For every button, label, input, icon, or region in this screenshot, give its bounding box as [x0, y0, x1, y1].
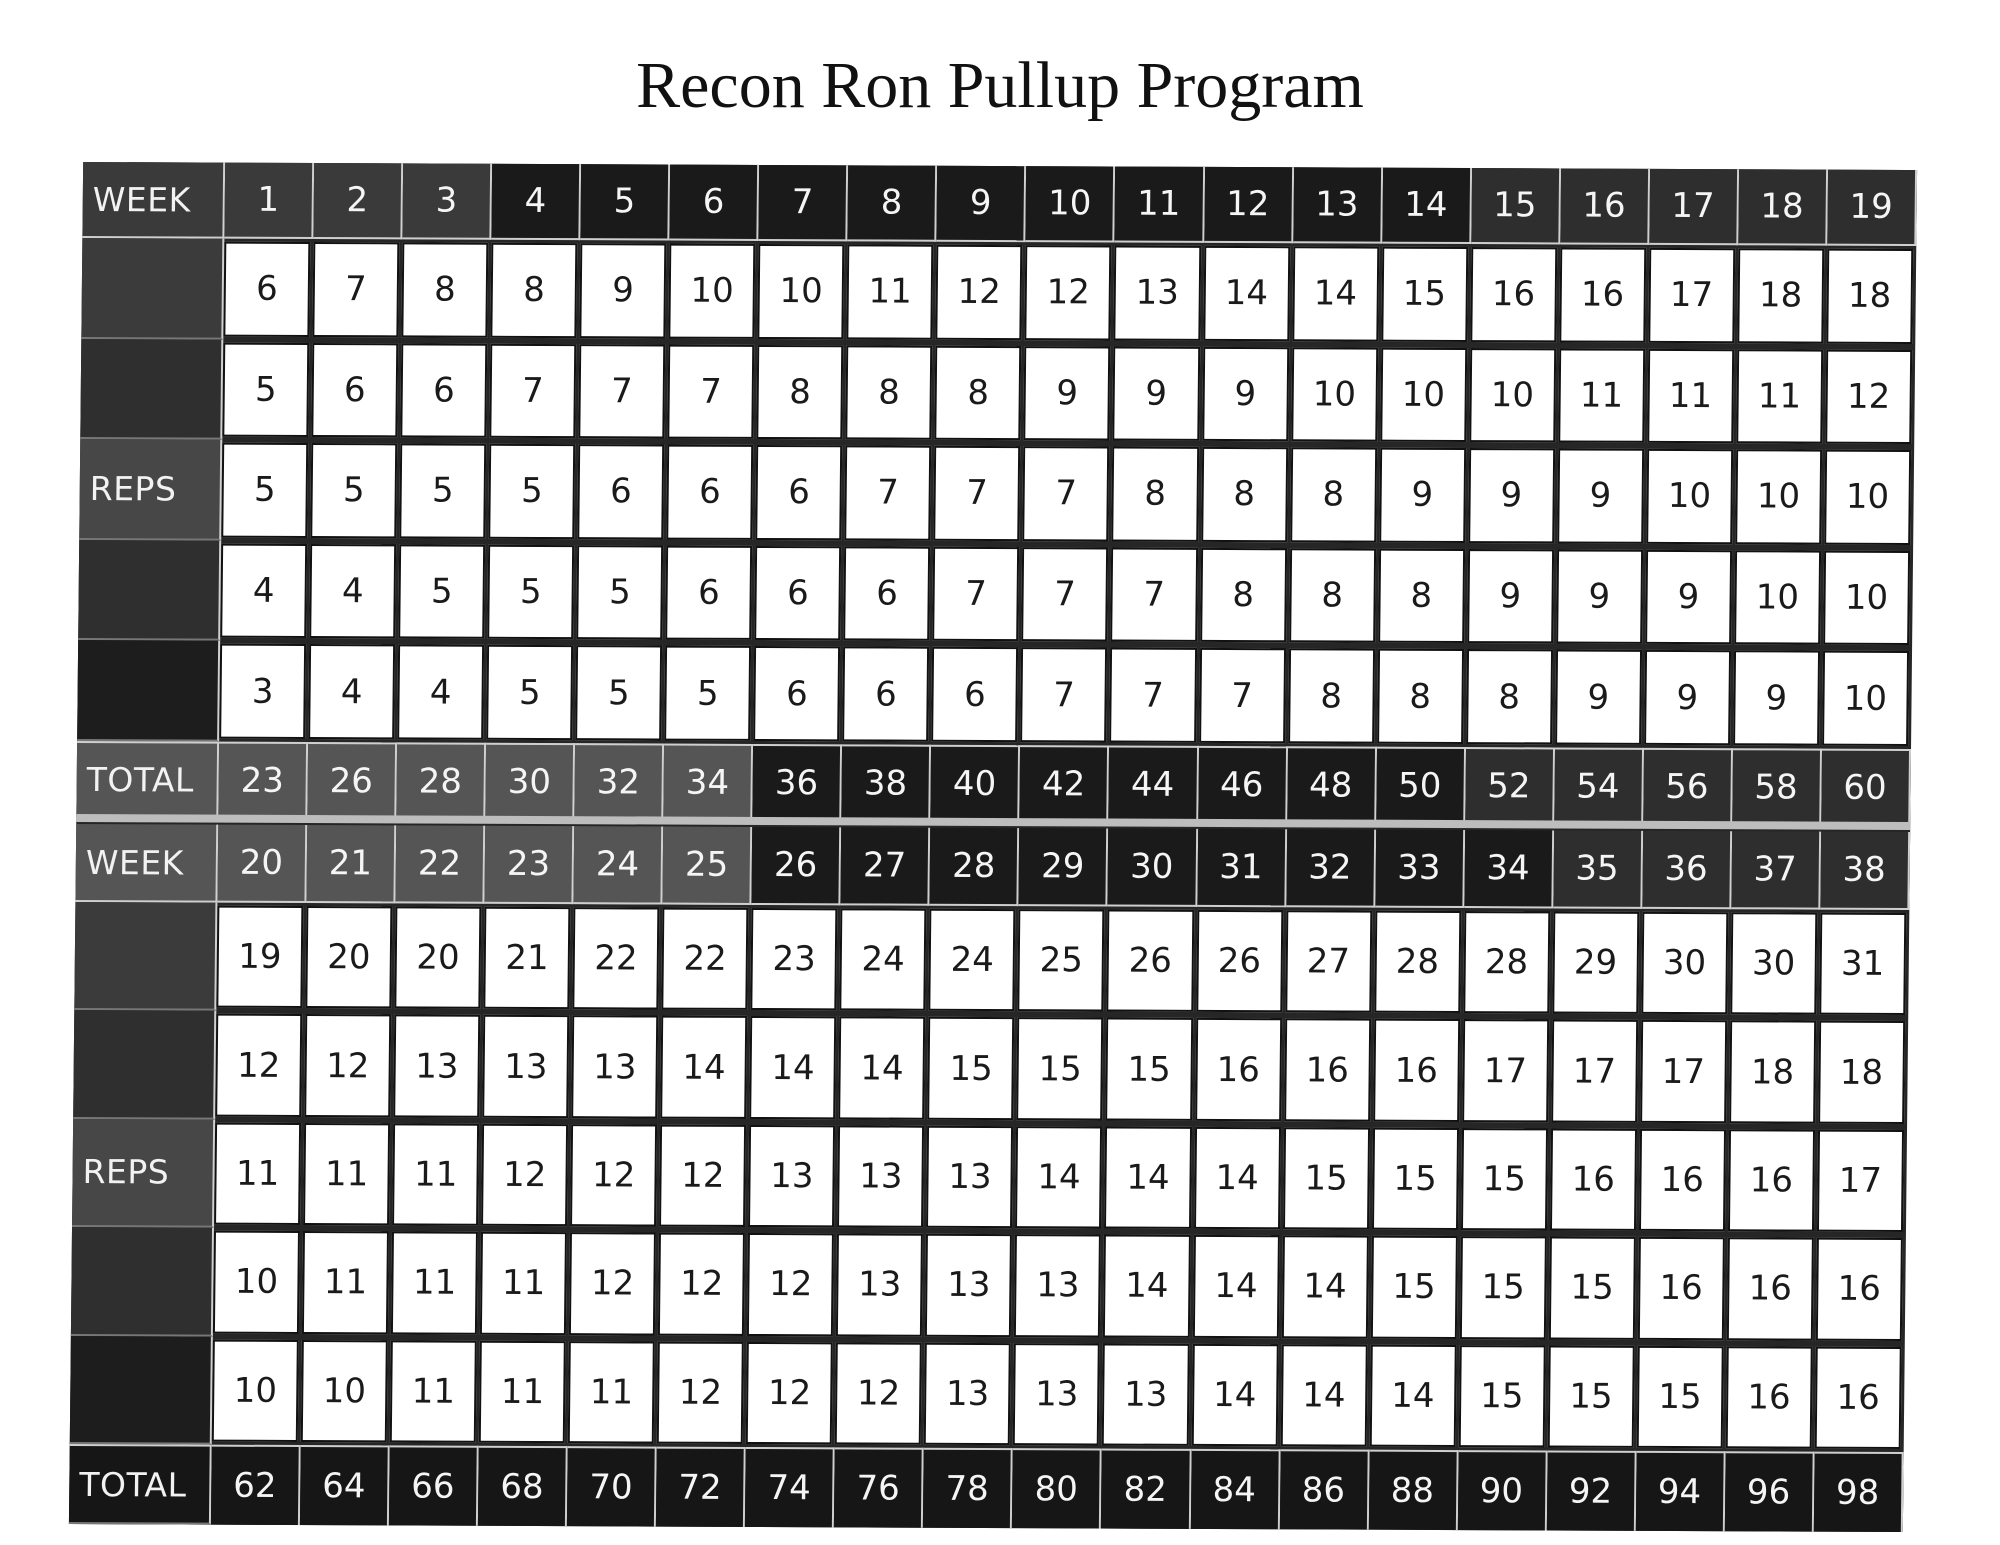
reps-cell: 8	[1288, 649, 1375, 744]
total-row	[76, 741, 1911, 825]
reps-cell: 10	[1469, 348, 1556, 443]
reps-cell: 10	[758, 244, 845, 339]
reps-cell: 5	[487, 545, 574, 640]
reps-cell: 15	[1458, 1345, 1545, 1448]
reps-cell: 11	[568, 1341, 655, 1444]
reps-cell: 9	[1024, 346, 1111, 441]
reps-cell: 16	[1195, 1018, 1282, 1121]
reps-cell: 13	[925, 1234, 1012, 1337]
total-label: TOTAL	[69, 1444, 212, 1525]
reps-cell: 5	[222, 342, 309, 437]
reps-cell: 9	[1733, 651, 1820, 746]
week-number-cell: 1	[224, 163, 314, 239]
total-row	[69, 1444, 1904, 1532]
total-cell: 23	[218, 742, 308, 818]
block-weeks-20-38	[69, 824, 1910, 1532]
reps-cell: 16	[1639, 1129, 1726, 1232]
reps-label-spacer	[80, 339, 223, 440]
reps-cell: 13	[1013, 1343, 1100, 1446]
reps-cell: 11	[1736, 349, 1823, 444]
total-cell: 78	[923, 1448, 1013, 1528]
reps-cell: 8	[1378, 548, 1465, 643]
week-number-cell: 4	[492, 164, 582, 240]
reps-cell: 13	[1114, 245, 1201, 340]
reps-cell: 30	[1641, 912, 1728, 1015]
reps-cell: 14	[1103, 1235, 1190, 1338]
reps-cell: 5	[575, 646, 662, 741]
reps-cell: 27	[1285, 910, 1372, 1013]
total-cell: 36	[753, 744, 843, 820]
reps-cell: 14	[1280, 1344, 1367, 1447]
reps-cell: 17	[1551, 1020, 1638, 1123]
reps-cell: 6	[753, 646, 840, 741]
reps-cell: 14	[1292, 246, 1379, 341]
reps-cell: 12	[481, 1124, 568, 1227]
reps-cell: 11	[847, 244, 934, 339]
reps-cell: 15	[1283, 1127, 1370, 1230]
reps-cell: 16	[1816, 1238, 1903, 1341]
total-cell: 90	[1457, 1450, 1547, 1530]
reps-cell: 10	[1291, 347, 1378, 442]
total-cell: 62	[211, 1445, 301, 1525]
reps-cell: 14	[1192, 1235, 1279, 1338]
week-number-cell: 19	[1827, 170, 1917, 246]
reps-cell: 7	[578, 344, 665, 439]
reps-cell: 9	[1113, 346, 1200, 441]
set-row-4	[71, 1227, 1906, 1343]
reps-cell: 15	[1372, 1127, 1459, 1230]
reps-cell: 15	[1547, 1345, 1634, 1448]
reps-cell: 15	[1461, 1128, 1548, 1231]
set-row-5	[70, 1336, 1905, 1452]
reps-cell: 11	[392, 1123, 479, 1226]
reps-cell: 10	[1823, 550, 1910, 645]
reps-cell: 16	[1728, 1129, 1815, 1232]
reps-cell: 30	[1730, 912, 1817, 1015]
reps-cell: 18	[1737, 248, 1824, 343]
week-number-cell: 20	[217, 825, 307, 903]
reps-cell: 11	[303, 1123, 390, 1226]
reps-cell: 8	[757, 345, 844, 440]
total-cell: 98	[1814, 1452, 1904, 1532]
week-number-cell: 7	[759, 165, 849, 241]
total-cell: 72	[656, 1447, 746, 1527]
week-number-cell: 13	[1293, 167, 1383, 243]
reps-cell: 20	[394, 906, 481, 1009]
week-number-cell: 17	[1649, 169, 1739, 245]
reps-cell: 12	[835, 1342, 922, 1445]
week-number-cell: 38	[1820, 832, 1910, 910]
reps-cell: 26	[1107, 910, 1194, 1013]
set-row-1	[81, 238, 1916, 347]
reps-cell: 17	[1817, 1129, 1904, 1232]
reps-cell: 23	[751, 908, 838, 1011]
week-number-cell: 10	[1026, 166, 1116, 242]
reps-cell: 3	[219, 644, 306, 739]
total-cell: 32	[574, 743, 664, 819]
total-cell: 56	[1643, 748, 1733, 824]
reps-cell: 15	[1381, 247, 1468, 342]
week-number-cell: 31	[1197, 829, 1287, 907]
reps-label-spacer	[81, 238, 224, 339]
reps-cell: 12	[657, 1341, 744, 1444]
week-header-row	[82, 162, 1917, 246]
total-cell: 46	[1198, 746, 1288, 822]
reps-cell: 7	[1022, 547, 1109, 642]
reps-cell: 14	[1369, 1344, 1456, 1447]
reps-cell: 14	[749, 1016, 836, 1119]
week-number-cell: 36	[1642, 831, 1732, 909]
reps-label-spacer	[71, 1227, 214, 1336]
week-number-cell: 3	[402, 163, 492, 239]
total-cell: 92	[1547, 1450, 1637, 1530]
reps-cell: 13	[393, 1015, 480, 1118]
total-cell: 44	[1109, 746, 1199, 822]
reps-cell: 11	[479, 1340, 566, 1443]
total-cell: 76	[834, 1447, 924, 1527]
reps-cell: 8	[1377, 649, 1464, 744]
page-title: Recon Ron Pullup Program	[636, 49, 1364, 122]
total-cell: 70	[567, 1446, 657, 1526]
reps-cell: 25	[1018, 909, 1105, 1012]
reps-cell: 12	[304, 1014, 391, 1117]
reps-cell: 26	[1196, 910, 1283, 1013]
reps-cell: 21	[483, 907, 570, 1010]
reps-cell: 17	[1648, 248, 1735, 343]
reps-cell: 6	[665, 545, 752, 640]
reps-cell: 15	[928, 1017, 1015, 1120]
reps-cell: 13	[926, 1126, 1013, 1229]
reps-cell: 13	[571, 1016, 658, 1119]
reps-cell: 8	[490, 243, 577, 338]
reps-cell: 11	[1647, 348, 1734, 443]
reps-cell: 18	[1729, 1021, 1816, 1124]
total-cell: 48	[1287, 746, 1377, 822]
reps-cell: 15	[1017, 1018, 1104, 1121]
reps-cell: 6	[754, 546, 841, 641]
total-label: TOTAL	[76, 741, 219, 818]
reps-cell: 12	[658, 1233, 745, 1336]
total-cell: 64	[300, 1445, 390, 1525]
reps-cell: 14	[1104, 1126, 1191, 1229]
reps-cell: 14	[1015, 1126, 1102, 1229]
set-row-3	[72, 1119, 1907, 1235]
reps-cell: 14	[1194, 1127, 1281, 1230]
reps-label-spacer	[73, 1010, 216, 1119]
reps-cell: 14	[660, 1016, 747, 1119]
week-number-cell: 24	[574, 826, 664, 904]
reps-cell: 16	[1638, 1237, 1725, 1340]
reps-cell: 10	[1735, 449, 1822, 544]
total-cell: 52	[1465, 747, 1555, 823]
reps-cell: 18	[1826, 249, 1913, 344]
total-cell: 86	[1279, 1449, 1369, 1529]
week-number-cell: 37	[1731, 831, 1821, 909]
week-number-cell: 11	[1115, 166, 1205, 242]
reps-cell: 13	[482, 1015, 569, 1118]
reps-cell: 6	[577, 444, 664, 539]
reps-label: REPS	[72, 1119, 215, 1228]
total-cell: 80	[1012, 1448, 1102, 1528]
week-number-cell: 8	[848, 165, 938, 241]
total-cell: 40	[931, 745, 1021, 821]
reps-cell: 19	[216, 906, 303, 1009]
reps-cell: 11	[390, 1340, 477, 1443]
reps-cell: 28	[1463, 911, 1550, 1014]
week-number-cell: 29	[1019, 828, 1109, 906]
reps-cell: 12	[659, 1124, 746, 1227]
reps-cell: 5	[664, 646, 751, 741]
week-number-cell: 30	[1108, 829, 1198, 907]
total-cell: 54	[1554, 747, 1644, 823]
reps-cell: 8	[1201, 447, 1288, 542]
reps-cell: 14	[1203, 246, 1290, 341]
reps-cell: 6	[666, 445, 753, 540]
reps-cell: 16	[1284, 1019, 1371, 1122]
reps-cell: 13	[837, 1125, 924, 1228]
reps-cell: 6	[311, 343, 398, 438]
reps-cell: 13	[1014, 1234, 1101, 1337]
set-row-2	[80, 339, 1915, 448]
reps-cell: 10	[1822, 651, 1909, 746]
reps-cell: 24	[840, 908, 927, 1011]
reps-cell: 8	[846, 345, 933, 440]
set-row-3	[79, 439, 1914, 548]
reps-cell: 10	[212, 1339, 299, 1442]
reps-cell: 13	[924, 1342, 1011, 1445]
total-cell: 66	[389, 1445, 479, 1525]
reps-cell: 7	[1023, 446, 1110, 541]
reps-cell: 6	[842, 647, 929, 742]
total-cell: 38	[842, 744, 932, 820]
reps-cell: 5	[221, 443, 308, 538]
total-cell: 50	[1376, 747, 1466, 823]
reps-cell: 7	[489, 343, 576, 438]
reps-cell: 24	[929, 909, 1016, 1012]
reps-cell: 16	[1470, 247, 1557, 342]
week-label: WEEK	[75, 824, 218, 903]
reps-cell: 11	[1558, 348, 1645, 443]
reps-cell: 16	[1727, 1237, 1814, 1340]
reps-cell: 16	[1373, 1019, 1460, 1122]
pullup-program-table	[69, 162, 1917, 1532]
reps-cell: 9	[1467, 549, 1554, 644]
reps-cell: 10	[301, 1340, 388, 1443]
reps-cell: 15	[1370, 1236, 1457, 1339]
reps-cell: 17	[1640, 1020, 1727, 1123]
reps-cell: 14	[1281, 1235, 1368, 1338]
reps-cell: 10	[1646, 449, 1733, 544]
reps-cell: 13	[748, 1125, 835, 1228]
reps-cell: 16	[1725, 1346, 1812, 1449]
week-number-cell: 5	[581, 164, 671, 240]
reps-cell: 12	[747, 1233, 834, 1336]
reps-cell: 7	[668, 344, 755, 439]
week-number-cell: 27	[841, 827, 931, 905]
total-cell: 42	[1020, 745, 1110, 821]
reps-cell: 5	[488, 444, 575, 539]
week-number-cell: 26	[752, 827, 842, 905]
reps-cell: 15	[1549, 1237, 1636, 1340]
block-weeks-1-19	[76, 162, 1917, 825]
reps-label-spacer	[74, 902, 217, 1011]
reps-cell: 10	[669, 244, 756, 339]
reps-cell: 4	[397, 645, 484, 740]
week-number-cell: 18	[1738, 169, 1828, 245]
week-header-row	[75, 824, 1910, 910]
reps-cell: 9	[1644, 650, 1731, 745]
reps-cell: 9	[1555, 650, 1642, 745]
reps-cell: 9	[580, 243, 667, 338]
reps-cell: 11	[480, 1232, 567, 1335]
week-number-cell: 22	[396, 825, 486, 903]
week-number-cell: 12	[1204, 167, 1294, 243]
reps-cell: 12	[570, 1124, 657, 1227]
total-cell: 28	[396, 742, 486, 818]
reps-cell: 12	[936, 245, 1023, 340]
total-cell: 26	[307, 742, 397, 818]
total-cell: 96	[1725, 1451, 1815, 1531]
reps-cell: 11	[302, 1231, 389, 1334]
week-number-cell: 14	[1382, 168, 1472, 244]
reps-cell: 10	[1380, 347, 1467, 442]
reps-cell: 7	[1021, 648, 1108, 743]
total-cell: 84	[1190, 1449, 1280, 1529]
week-number-cell: 34	[1464, 830, 1554, 908]
reps-cell: 31	[1819, 913, 1906, 1016]
reps-cell: 16	[1550, 1128, 1637, 1231]
reps-cell: 6	[843, 546, 930, 641]
reps-cell: 6	[223, 242, 310, 337]
set-row-4	[78, 540, 1913, 649]
reps-cell: 29	[1552, 911, 1639, 1014]
reps-cell: 15	[1636, 1345, 1723, 1448]
week-number-cell: 6	[670, 165, 760, 241]
total-cell: 34	[664, 744, 754, 820]
reps-cell: 4	[220, 543, 307, 638]
reps-cell: 12	[1825, 349, 1912, 444]
reps-cell: 8	[1466, 649, 1553, 744]
reps-cell: 10	[1824, 450, 1911, 545]
total-cell: 60	[1821, 749, 1911, 825]
total-cell: 82	[1101, 1449, 1191, 1529]
reps-cell: 10	[1734, 550, 1821, 645]
reps-cell: 5	[310, 443, 397, 538]
reps-cell: 5	[486, 645, 573, 740]
reps-cell: 18	[1818, 1021, 1905, 1124]
reps-label-spacer	[70, 1336, 213, 1445]
reps-cell: 7	[934, 446, 1021, 541]
reps-cell: 17	[1462, 1019, 1549, 1122]
reps-cell: 12	[1025, 245, 1112, 340]
reps-cell: 6	[756, 445, 843, 540]
reps-cell: 5	[399, 444, 486, 539]
reps-cell: 9	[1557, 449, 1644, 544]
reps-cell: 8	[1290, 447, 1377, 542]
reps-label-spacer	[77, 640, 220, 741]
reps-cell: 5	[398, 544, 485, 639]
reps-cell: 8	[1112, 447, 1199, 542]
set-row-5	[77, 640, 1912, 749]
reps-cell: 9	[1556, 549, 1643, 644]
reps-cell: 7	[1110, 648, 1197, 743]
reps-cell: 8	[401, 242, 488, 337]
week-number-cell: 2	[313, 163, 403, 239]
reps-cell: 11	[214, 1122, 301, 1225]
total-cell: 68	[478, 1446, 568, 1526]
reps-cell: 22	[572, 907, 659, 1010]
reps-cell: 12	[215, 1014, 302, 1117]
set-row-1	[74, 902, 1909, 1018]
total-cell: 88	[1368, 1450, 1458, 1530]
reps-cell: 7	[1111, 547, 1198, 642]
reps-cell: 16	[1815, 1346, 1902, 1449]
week-number-cell: 33	[1375, 830, 1465, 908]
reps-cell: 16	[1559, 247, 1646, 342]
reps-cell: 8	[935, 345, 1022, 440]
set-row-2	[73, 1010, 1908, 1126]
reps-cell: 5	[576, 545, 663, 640]
total-cell: 94	[1636, 1451, 1726, 1531]
week-number-cell: 21	[306, 825, 396, 903]
reps-cell: 28	[1374, 911, 1461, 1014]
reps-label: REPS	[79, 439, 222, 540]
week-label: WEEK	[82, 162, 225, 239]
week-number-cell: 28	[930, 828, 1020, 906]
reps-cell: 13	[836, 1234, 923, 1337]
reps-cell: 11	[391, 1232, 478, 1335]
week-number-cell: 35	[1553, 830, 1643, 908]
week-number-cell: 32	[1286, 829, 1376, 907]
reps-cell: 8	[1200, 548, 1287, 643]
reps-cell: 10	[213, 1231, 300, 1334]
total-cell: 58	[1732, 748, 1822, 824]
reps-cell: 4	[309, 544, 396, 639]
reps-cell: 12	[569, 1232, 656, 1335]
week-number-cell: 16	[1560, 168, 1650, 244]
reps-cell: 7	[845, 446, 932, 541]
reps-cell: 7	[1199, 648, 1286, 743]
week-number-cell: 23	[485, 826, 575, 904]
reps-cell: 9	[1379, 448, 1466, 543]
reps-label-spacer	[78, 540, 221, 641]
reps-cell: 9	[1645, 550, 1732, 645]
reps-cell: 6	[931, 647, 1018, 742]
reps-cell: 13	[1102, 1343, 1189, 1446]
reps-cell: 15	[1460, 1236, 1547, 1339]
reps-cell: 20	[305, 906, 392, 1009]
total-cell: 74	[745, 1447, 835, 1527]
total-cell: 30	[485, 743, 575, 819]
reps-cell: 12	[746, 1342, 833, 1445]
reps-cell: 14	[838, 1017, 925, 1120]
reps-cell: 6	[400, 343, 487, 438]
reps-cell: 14	[1191, 1343, 1278, 1446]
reps-cell: 8	[1289, 548, 1376, 643]
week-number-cell: 15	[1471, 168, 1561, 244]
reps-cell: 9	[1202, 346, 1289, 441]
reps-cell: 15	[1106, 1018, 1193, 1121]
week-number-cell: 25	[663, 827, 753, 905]
reps-cell: 9	[1468, 448, 1555, 543]
reps-cell: 22	[662, 908, 749, 1011]
reps-cell: 4	[308, 644, 395, 739]
week-number-cell: 9	[937, 166, 1027, 242]
reps-cell: 7	[312, 242, 399, 337]
reps-cell: 7	[933, 547, 1020, 642]
